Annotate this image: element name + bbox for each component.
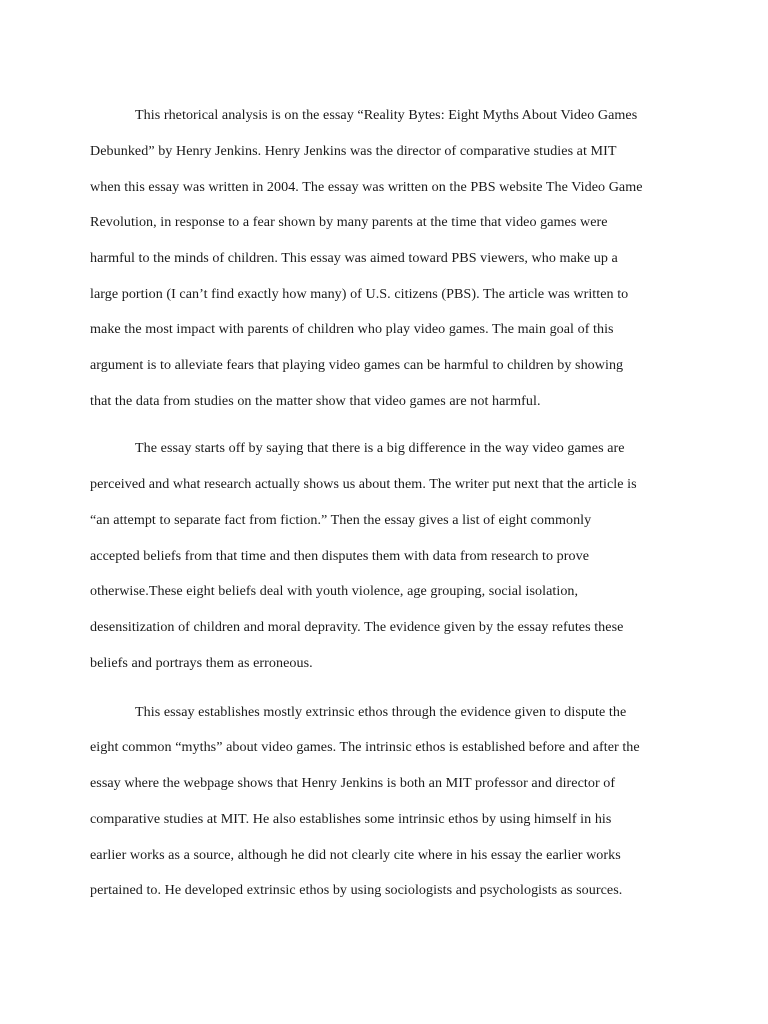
paragraph-3-line-3: essay where the webpage shows that Henry Jenkins is both an MIT professor and director of xyxy=(90,775,616,791)
paragraph-2-line-6: desensitization of children and moral depravity. The evidence given by the essay refutes these xyxy=(90,619,624,635)
paragraph-1-line-3: when this essay was written in 2004. The essay was written on the PBS website The Video Game xyxy=(90,179,643,195)
paragraph-2-line-2: perceived and what research actually shows us about them. The writer put next that the article is xyxy=(90,476,637,492)
paragraph-1-line-5: harmful to the minds of children. This essay was aimed toward PBS viewers, who make up a xyxy=(90,250,618,266)
paragraph-3-line-5: earlier works as a source, although he did not clearly cite where in his essay the earlier works xyxy=(90,847,621,863)
paragraph-1-line-1: This rhetorical analysis is on the essay “Reality Bytes: Eight Myths About Video Games xyxy=(135,107,638,123)
paragraph-2-line-7: beliefs and portrays them as erroneous. xyxy=(90,655,313,671)
paragraph-2-line-1: The essay starts off by saying that there is a big difference in the way video games are xyxy=(135,440,625,456)
paragraph-1-line-6: large portion (I can’t find exactly how many) of U.S. citizens (PBS). The article was written to xyxy=(90,286,629,302)
paragraph-3-line-4: comparative studies at MIT. He also establishes some intrinsic ethos by using himself in his xyxy=(90,811,612,827)
paragraph-1-line-7: make the most impact with parents of children who play video games. The main goal of this xyxy=(90,321,614,337)
paragraph-3-line-2: eight common “myths” about video games. The intrinsic ethos is established before and after the xyxy=(90,739,640,755)
paragraph-3-line-1: This essay establishes mostly extrinsic ethos through the evidence given to dispute the xyxy=(135,704,627,720)
paragraph-2-line-4: accepted beliefs from that time and then disputes them with data from research to prove xyxy=(90,548,590,564)
paragraph-1-line-9: that the data from studies on the matter show that video games are not harmful. xyxy=(90,393,541,409)
paragraph-3-line-6: pertained to. He developed extrinsic ethos by using sociologists and psychologists as sources. xyxy=(90,882,623,898)
paragraph-1-line-4: Revolution, in response to a fear shown by many parents at the time that video games were xyxy=(90,214,608,230)
paragraph-1-line-8: argument is to alleviate fears that playing video games can be harmful to children by showing xyxy=(90,357,624,373)
paragraph-1-line-2: Debunked” by Henry Jenkins. Henry Jenkins was the director of comparative studies at MIT xyxy=(90,143,617,159)
paragraph-2-line-3: “an attempt to separate fact from fiction.” Then the essay gives a list of eight commonly xyxy=(90,512,592,528)
paragraph-2-line-5: otherwise.These eight beliefs deal with youth violence, age grouping, social isolation, xyxy=(90,583,579,599)
